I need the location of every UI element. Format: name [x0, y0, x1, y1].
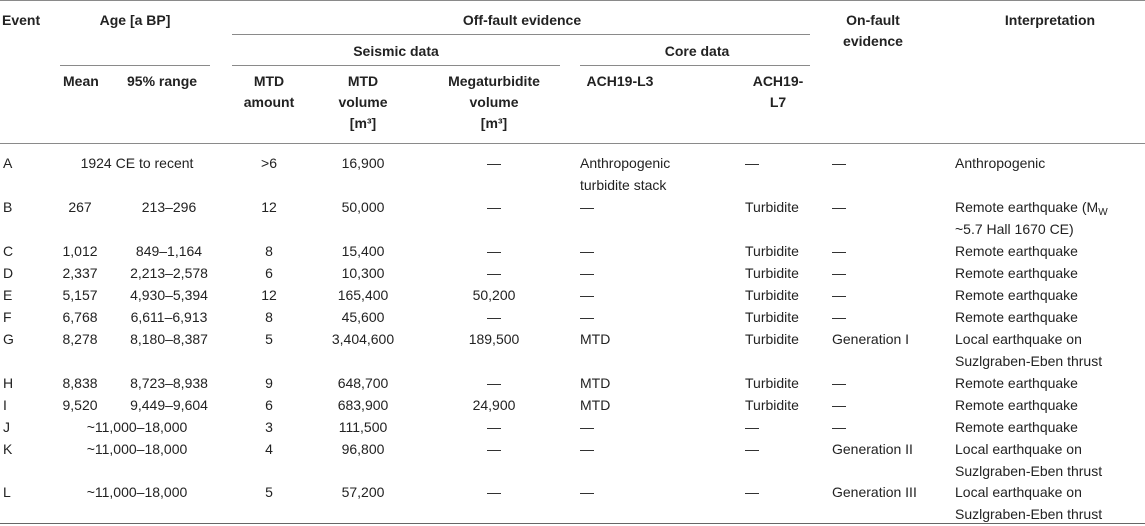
- age-mean: 1,012: [62, 243, 98, 259]
- age-range: 9,449–9,604: [130, 397, 208, 413]
- age-range: 8,723–8,938: [130, 375, 208, 391]
- mtd-amount: 4: [265, 441, 273, 457]
- core-l7: Turbidite: [745, 265, 799, 281]
- core-l7: —: [745, 419, 759, 435]
- mtd-amount: 8: [265, 243, 273, 259]
- megaturbidite-volume: —: [487, 155, 501, 171]
- mtd-volume: 96,800: [341, 441, 385, 457]
- age-mean: 2,337: [62, 265, 98, 281]
- core-l3: MTD: [580, 397, 611, 413]
- core-l3: —: [580, 441, 594, 457]
- event-label: D: [3, 265, 14, 281]
- core-l7: Turbidite: [745, 243, 799, 259]
- header-mtd-volume-1: MTD: [347, 73, 379, 89]
- header-off-fault: Off-fault evidence: [462, 12, 582, 28]
- event-label: L: [3, 484, 11, 500]
- header-mega-volume-1: Megaturbidite: [448, 73, 540, 89]
- core-l3: —: [580, 243, 594, 259]
- header-age: Age [a BP]: [99, 12, 171, 28]
- event-label: I: [3, 397, 7, 413]
- core-l7: —: [745, 484, 759, 500]
- interpretation: Remote earthquake: [955, 375, 1078, 391]
- interpretation: Remote earthquake: [955, 243, 1078, 259]
- interpretation: ~5.7 Hall 1670 CE): [955, 221, 1074, 237]
- age-range: 213–296: [141, 199, 197, 215]
- mtd-amount: 12: [261, 199, 277, 215]
- interpretation: Local earthquake on: [955, 441, 1082, 457]
- on-fault-evidence: —: [832, 199, 846, 215]
- core-l7: Turbidite: [745, 199, 799, 215]
- mtd-volume: 16,900: [341, 155, 385, 171]
- age-range: 8,180–8,387: [130, 331, 208, 347]
- age-mean: 8,838: [62, 375, 98, 391]
- mtd-volume: 3,404,600: [331, 331, 395, 347]
- megaturbidite-volume: —: [487, 243, 501, 259]
- header-seismic: Seismic data: [353, 43, 439, 59]
- header-l7-2: L7: [769, 94, 787, 110]
- header-mtd-volume-3: [m³]: [349, 115, 377, 131]
- interpretation: Remote earthquake ($M_W$: [955, 199, 1108, 218]
- age-mean: 5,157: [62, 287, 98, 303]
- mtd-amount: 5: [265, 331, 273, 347]
- mtd-volume: 10,300: [341, 265, 385, 281]
- mtd-volume: 45,600: [341, 309, 385, 325]
- core-l3: —: [580, 419, 594, 435]
- interpretation: Remote earthquake: [955, 397, 1078, 413]
- megaturbidite-volume: —: [487, 375, 501, 391]
- on-fault-evidence: —: [832, 155, 846, 171]
- on-fault-evidence: Generation III: [832, 484, 917, 500]
- age-mean: 6,768: [62, 309, 98, 325]
- core-l3: turbidite stack: [580, 177, 667, 193]
- event-label: H: [3, 375, 14, 391]
- header-mtd-amount-2: amount: [243, 94, 295, 110]
- core-l7: Turbidite: [745, 331, 799, 347]
- header-on-fault-1: On-fault: [846, 12, 900, 28]
- mtd-amount: 12: [261, 287, 277, 303]
- event-label: A: [3, 155, 13, 171]
- mtd-amount: 5: [265, 484, 273, 500]
- core-l3: Anthropogenic: [580, 155, 671, 171]
- on-fault-evidence: Generation II: [832, 441, 913, 457]
- header-mtd-volume-2: volume: [338, 94, 388, 110]
- interpretation: Remote earthquake: [955, 287, 1078, 303]
- event-label: J: [3, 419, 10, 435]
- core-underline: [580, 65, 810, 66]
- megaturbidite-volume: —: [487, 309, 501, 325]
- off-fault-underline: [232, 34, 810, 35]
- interpretation: Remote earthquake: [955, 419, 1078, 435]
- age-span: ~11,000–18,000: [86, 441, 188, 457]
- core-l7: —: [745, 155, 759, 171]
- mtd-volume: 15,400: [341, 243, 385, 259]
- event-label: C: [3, 243, 14, 259]
- megaturbidite-volume: 189,500: [468, 331, 520, 347]
- mtd-amount: >6: [261, 155, 277, 171]
- interpretation: Suzlgraben-Eben thrust: [955, 463, 1103, 479]
- header-core: Core data: [664, 43, 730, 59]
- mtd-amount: 3: [265, 419, 273, 435]
- header-event: Event: [2, 12, 41, 28]
- header-mean: Mean: [63, 73, 99, 89]
- header-mega-volume-3: [m³]: [480, 115, 508, 131]
- core-l3: —: [580, 265, 594, 281]
- mtd-amount: 6: [265, 397, 273, 413]
- header-mega-volume-2: volume: [469, 94, 519, 110]
- event-label: F: [3, 309, 12, 325]
- event-label: E: [3, 287, 13, 303]
- top-rule: [0, 0, 1145, 1]
- event-label: B: [3, 199, 13, 215]
- mtd-volume: 111,500: [338, 419, 388, 435]
- mtd-amount: 8: [265, 309, 273, 325]
- megaturbidite-volume: 24,900: [472, 397, 516, 413]
- interpretation: Suzlgraben-Eben thrust: [955, 353, 1103, 369]
- age-underline: [60, 65, 210, 66]
- mtd-volume: 648,700: [337, 375, 389, 391]
- core-l3: MTD: [580, 375, 611, 391]
- on-fault-evidence: —: [832, 243, 846, 259]
- mtd-amount: 9: [265, 375, 273, 391]
- core-l3: —: [580, 309, 594, 325]
- core-l7: Turbidite: [745, 397, 799, 413]
- header-range: 95% range: [127, 73, 198, 89]
- on-fault-evidence: —: [832, 375, 846, 391]
- header-mtd-amount-1: MTD: [253, 73, 285, 89]
- mtd-volume: 165,400: [337, 287, 389, 303]
- core-l3: —: [580, 287, 594, 303]
- header-l7-1: ACH19-: [752, 73, 804, 89]
- age-range: 4,930–5,394: [130, 287, 208, 303]
- megaturbidite-volume: —: [487, 199, 501, 215]
- mtd-amount: 6: [265, 265, 273, 281]
- age-span: ~11,000–18,000: [86, 484, 188, 500]
- core-l7: Turbidite: [745, 287, 799, 303]
- age-mean: 8,278: [62, 331, 98, 347]
- age-span: 1924 CE to recent: [80, 155, 194, 171]
- event-label: G: [3, 331, 14, 347]
- on-fault-evidence: —: [832, 287, 846, 303]
- interpretation: Local earthquake on: [955, 484, 1082, 500]
- megaturbidite-volume: —: [487, 419, 501, 435]
- on-fault-evidence: —: [832, 309, 846, 325]
- seismic-underline: [232, 65, 560, 66]
- age-mean: 9,520: [62, 397, 98, 413]
- interpretation: Anthropogenic: [955, 155, 1046, 171]
- header-bottom-rule: [0, 143, 1145, 144]
- on-fault-evidence: —: [832, 419, 846, 435]
- mtd-volume: 50,000: [341, 199, 385, 215]
- event-label: K: [3, 441, 13, 457]
- age-range: 849–1,164: [135, 243, 203, 259]
- core-l3: MTD: [580, 331, 611, 347]
- on-fault-evidence: —: [832, 397, 846, 413]
- age-range: 2,213–2,578: [130, 265, 208, 281]
- age-span: ~11,000–18,000: [86, 419, 188, 435]
- header-l3: ACH19-L3: [586, 73, 654, 89]
- core-l7: —: [745, 441, 759, 457]
- megaturbidite-volume: —: [487, 484, 501, 500]
- interpretation: Remote earthquake: [955, 309, 1078, 325]
- age-range: 6,611–6,913: [130, 309, 208, 325]
- age-mean: 267: [68, 199, 92, 215]
- core-l3: —: [580, 484, 594, 500]
- header-on-fault-2: evidence: [843, 33, 903, 49]
- interpretation: Local earthquake on: [955, 331, 1082, 347]
- megaturbidite-volume: 50,200: [472, 287, 516, 303]
- core-l3: —: [580, 199, 594, 215]
- core-l7: Turbidite: [745, 375, 799, 391]
- mtd-volume: 57,200: [341, 484, 385, 500]
- interpretation: Suzlgraben-Eben thrust: [955, 506, 1103, 522]
- megaturbidite-volume: —: [487, 265, 501, 281]
- core-l7: Turbidite: [745, 309, 799, 325]
- on-fault-evidence: Generation I: [832, 331, 910, 347]
- megaturbidite-volume: —: [487, 441, 501, 457]
- mtd-volume: 683,900: [337, 397, 389, 413]
- on-fault-evidence: —: [832, 265, 846, 281]
- header-interpretation: Interpretation: [1004, 12, 1096, 28]
- interpretation: Remote earthquake: [955, 265, 1078, 281]
